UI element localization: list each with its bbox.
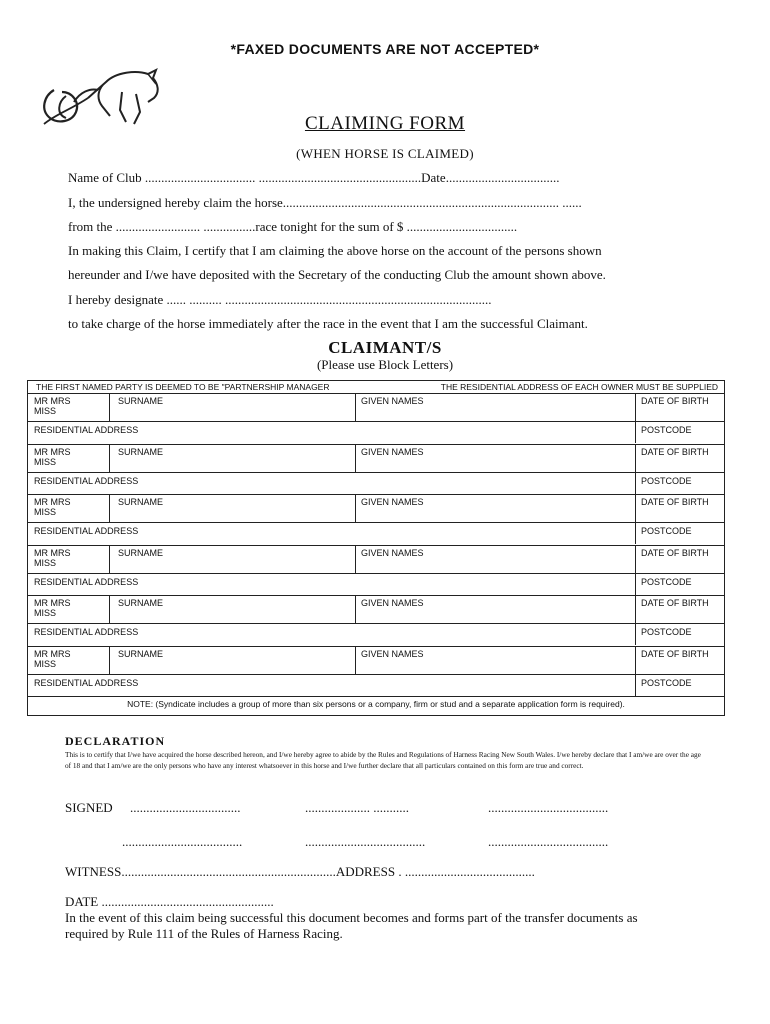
claimant-entry — [28, 647, 724, 698]
faxed-warning-banner: *FAXED DOCUMENTS ARE NOT ACCEPTED* — [230, 41, 540, 57]
block-letters-note: (Please use Block Letters) — [316, 357, 454, 372]
designate-field[interactable]: I hereby designate ...... .......... .................................................................................. — [68, 292, 492, 307]
given-names-field[interactable] — [356, 394, 636, 421]
date-of-birth-label: DATE OF BIRTH — [641, 547, 709, 558]
signature-line-5[interactable]: ..................................... — [305, 834, 426, 849]
horse-claim-field[interactable]: I, the undersigned hereby claim the horse..................................................................................... ...... — [68, 195, 582, 210]
certify-text-1: In making this Claim, I certify that I am claiming the above horse on the account of the persons shown — [68, 243, 602, 258]
surname-field[interactable] — [110, 394, 356, 421]
certify-text-2: hereunder and I/we have deposited with the Secretary of the conducting Club the amount shown above. — [68, 267, 606, 282]
claimants-heading: CLAIMANT/S — [328, 338, 442, 357]
claimant-name-row — [28, 394, 724, 422]
surname-field[interactable] — [110, 546, 356, 573]
claimant-entry — [28, 445, 724, 496]
closing-line-2: required by Rule 111 of the Rules of Harness Racing. — [65, 926, 343, 941]
residential-address-label: RESIDENTIAL ADDRESS — [34, 425, 139, 435]
date-of-birth-field[interactable] — [636, 596, 724, 623]
postcode-field[interactable] — [636, 675, 724, 696]
surname-label: SURNAME — [118, 497, 164, 507]
residential-address-label: RESIDENTIAL ADDRESS — [34, 526, 139, 536]
title-label: MR MRS MISS — [34, 446, 71, 467]
postcode-label: POSTCODE — [641, 677, 692, 688]
postcode-label: POSTCODE — [641, 627, 692, 637]
claimant-entry — [28, 596, 724, 647]
date-of-birth-label: DATE OF BIRTH — [641, 648, 709, 659]
residential-address-field[interactable] — [28, 624, 636, 645]
take-charge-text: to take charge of the horse immediately after the race in the event that I am the successful Claimant. — [68, 316, 588, 331]
claimant-name-row — [28, 647, 724, 675]
surname-label: SURNAME — [118, 598, 164, 608]
race-sum-field[interactable]: from the .......................... ................race tonight for the sum of $ .................................. — [68, 219, 518, 234]
claimant-name-row — [28, 495, 724, 523]
residential-address-label: RESIDENTIAL ADDRESS — [34, 576, 139, 587]
residential-address-field[interactable] — [28, 574, 636, 595]
surname-label: SURNAME — [118, 396, 164, 406]
form-title: CLAIMING FORM — [304, 113, 466, 134]
postcode-field[interactable] — [636, 473, 724, 494]
surname-field[interactable] — [110, 647, 356, 674]
given-names-label: GIVEN NAMES — [361, 396, 424, 406]
title-label: MR MRS MISS — [34, 547, 71, 568]
claimant-name-row — [28, 445, 724, 473]
residential-address-label: RESIDENTIAL ADDRESS — [34, 475, 139, 486]
residential-address-label: RESIDENTIAL ADDRESS — [34, 627, 139, 637]
given-names-label: GIVEN NAMES — [361, 446, 424, 457]
given-names-field[interactable] — [356, 495, 636, 522]
claimant-address-row — [28, 473, 724, 494]
given-names-label: GIVEN NAMES — [361, 497, 424, 507]
postcode-label: POSTCODE — [641, 475, 692, 486]
title-field[interactable] — [28, 546, 110, 573]
given-names-field[interactable] — [356, 596, 636, 623]
given-names-field[interactable] — [356, 546, 636, 573]
title-label: MR MRS MISS — [34, 497, 71, 517]
title-field[interactable] — [28, 495, 110, 522]
signed-label: SIGNED — [65, 800, 113, 815]
claimant-entry — [28, 394, 724, 445]
title-field[interactable] — [28, 445, 110, 472]
partnership-manager-note: THE FIRST NAMED PARTY IS DEEMED TO BE "PARTNERSHIP MANAGER — [36, 382, 330, 392]
club-date-field[interactable]: Name of Club .................................. ..................................................Date................................... — [68, 170, 560, 185]
claimant-address-row — [28, 624, 724, 645]
surname-field[interactable] — [110, 596, 356, 623]
postcode-field[interactable] — [636, 574, 724, 595]
title-field[interactable] — [28, 394, 110, 421]
table-header — [28, 381, 724, 394]
postcode-field[interactable] — [636, 523, 724, 544]
title-label: MR MRS MISS — [34, 598, 71, 618]
given-names-label: GIVEN NAMES — [361, 598, 424, 608]
signature-line-3[interactable]: ..................................... — [488, 800, 609, 815]
surname-label: SURNAME — [118, 446, 164, 457]
residential-address-field[interactable] — [28, 675, 636, 696]
claimant-address-row — [28, 675, 724, 696]
postcode-field[interactable] — [636, 422, 724, 443]
postcode-label: POSTCODE — [641, 425, 692, 435]
date-of-birth-field[interactable] — [636, 647, 724, 674]
signature-line-6[interactable]: ..................................... — [488, 834, 609, 849]
residential-address-field[interactable] — [28, 523, 636, 544]
surname-field[interactable] — [110, 495, 356, 522]
signature-line-4[interactable]: ..................................... — [122, 834, 243, 849]
postcode-field[interactable] — [636, 624, 724, 645]
closing-line-1: In the event of this claim being successful this document becomes and forms part of the transfer documents as — [65, 910, 638, 925]
witness-address-field[interactable]: WITNESS..................................................................ADDRESS . ........................................ — [65, 864, 535, 879]
closing-text — [65, 910, 715, 942]
residential-address-field[interactable] — [28, 473, 636, 494]
claimants-table — [27, 380, 725, 716]
claimant-entry — [28, 546, 724, 597]
title-label: MR MRS MISS — [34, 396, 71, 416]
claimant-address-row — [28, 523, 724, 544]
title-label: MR MRS MISS — [34, 648, 71, 669]
surname-label: SURNAME — [118, 547, 164, 558]
given-names-label: GIVEN NAMES — [361, 547, 424, 558]
date-of-birth-field[interactable] — [636, 495, 724, 522]
title-field[interactable] — [28, 596, 110, 623]
signature-line-1[interactable]: .................................. — [130, 800, 241, 815]
date-of-birth-field[interactable] — [636, 445, 724, 472]
surname-field[interactable] — [110, 445, 356, 472]
signature-line-2[interactable]: .................... ........... — [305, 800, 409, 815]
postcode-label: POSTCODE — [641, 576, 692, 587]
form-subtitle: (WHEN HORSE IS CLAIMED) — [296, 146, 474, 161]
date-of-birth-label: DATE OF BIRTH — [641, 396, 709, 406]
date-of-birth-field[interactable] — [636, 394, 724, 421]
date-of-birth-label: DATE OF BIRTH — [641, 497, 709, 507]
address-required-note: THE RESIDENTIAL ADDRESS OF EACH OWNER MUST BE SUPPLIED — [440, 382, 718, 392]
declaration-text: This is to certify that I/we have acquired the horse described hereon, and I/we hereby agree to abide by the Rules and Regulations of Harness Racing New South Wales. I/we hereby declare that I am/we are over the age of 18 and that I am/we are the only persons who have any interest whatsoever in this horse and I/we further declare that all particulars contained on this form are true and correct. — [65, 750, 701, 770]
given-names-label: GIVEN NAMES — [361, 648, 424, 659]
given-names-field[interactable] — [356, 647, 636, 674]
declaration-title: DECLARATION — [65, 734, 166, 748]
syndicate-note: NOTE: (Syndicate includes a group of more than six persons or a company, firm or stud and a separate application form is required). — [127, 699, 625, 709]
date-of-birth-label: DATE OF BIRTH — [641, 446, 709, 457]
residential-address-field[interactable] — [28, 422, 636, 443]
surname-label: SURNAME — [118, 648, 164, 659]
residential-address-label: RESIDENTIAL ADDRESS — [34, 677, 139, 688]
given-names-field[interactable] — [356, 445, 636, 472]
claimant-name-row — [28, 596, 724, 624]
claimant-entry — [28, 495, 724, 546]
postcode-label: POSTCODE — [641, 526, 692, 536]
date-field[interactable]: DATE ..................................................... — [65, 894, 274, 909]
date-of-birth-label: DATE OF BIRTH — [641, 598, 709, 608]
claimant-address-row — [28, 574, 724, 595]
claimant-name-row — [28, 546, 724, 574]
claimant-address-row — [28, 422, 724, 443]
title-field[interactable] — [28, 647, 110, 674]
date-of-birth-field[interactable] — [636, 546, 724, 573]
